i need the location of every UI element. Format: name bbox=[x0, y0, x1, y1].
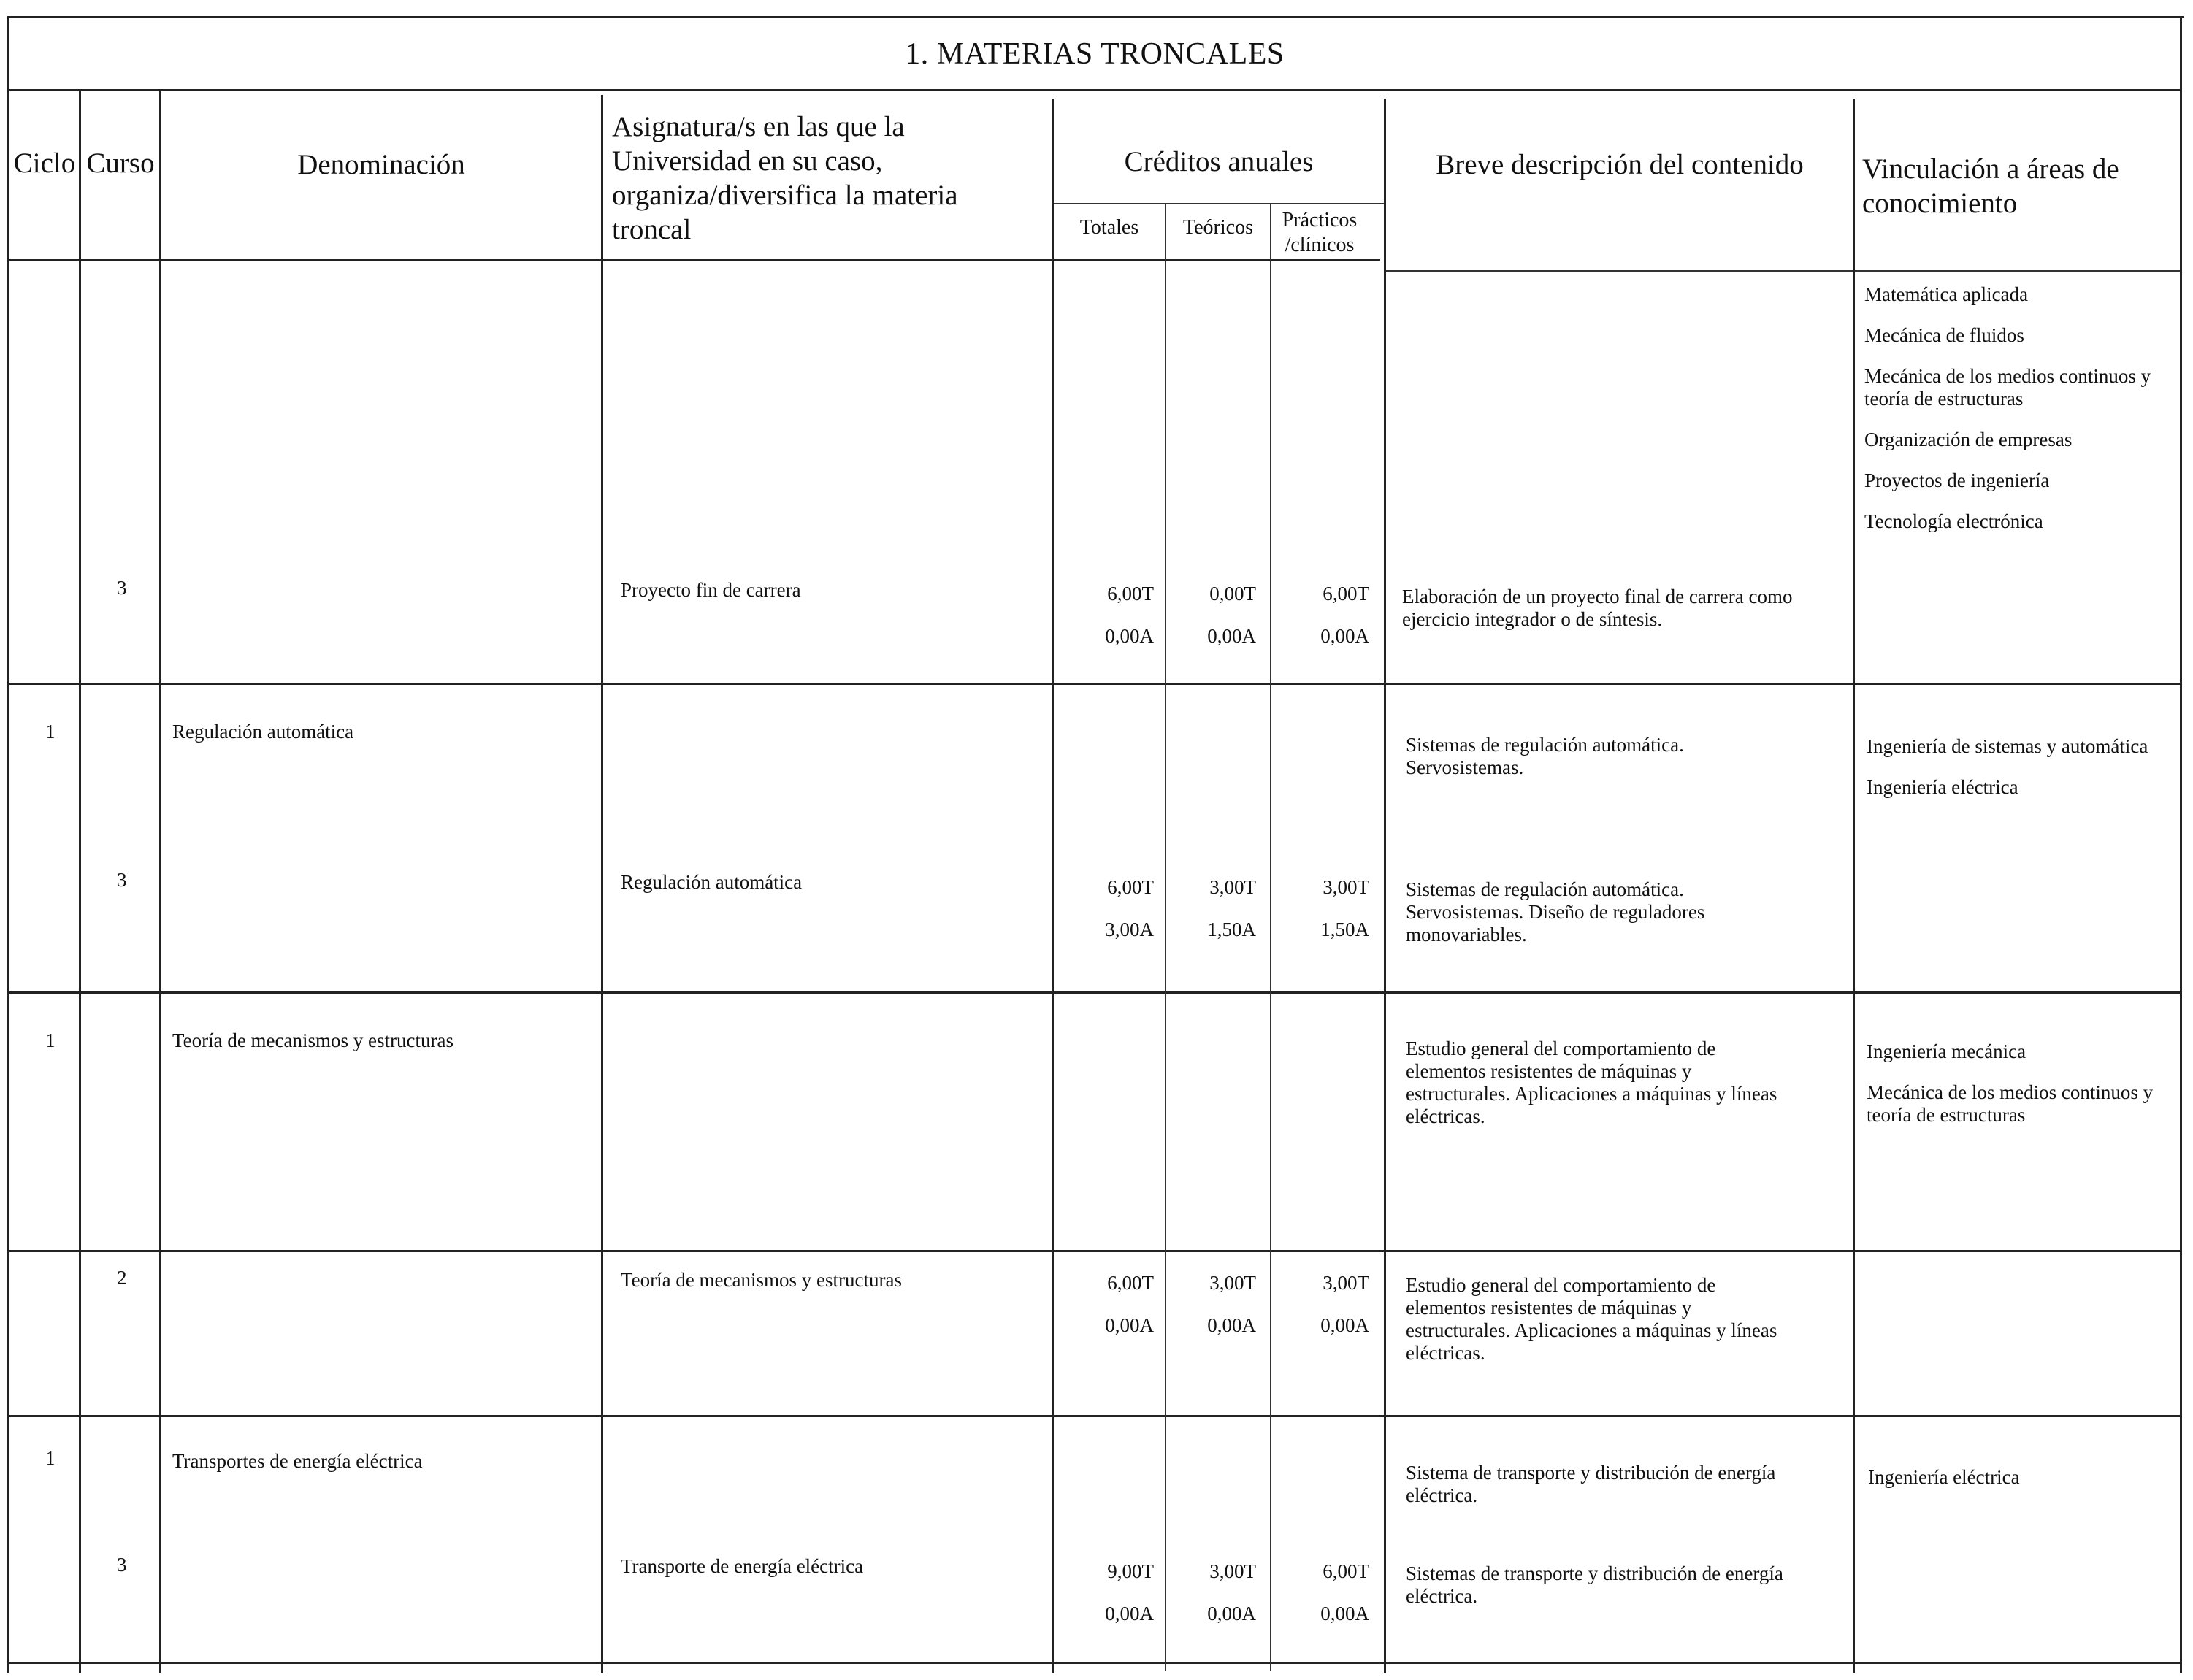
header-ciclo: Ciclo bbox=[13, 147, 76, 179]
credit-value: 6,00T bbox=[1323, 583, 1369, 605]
totales-values bbox=[1088, 1560, 1154, 1645]
header-teoricos: Teóricos bbox=[1182, 216, 1253, 239]
page-title: 1. MATERIAS TRONCALES bbox=[905, 37, 1285, 71]
header-descripcion: Breve descripción del contenido bbox=[1436, 149, 1804, 180]
teoricos-values bbox=[1190, 1560, 1256, 1645]
areas-list bbox=[1867, 1040, 2177, 1145]
credit-value: 3,00T bbox=[1209, 1560, 1256, 1582]
areas-list bbox=[1867, 735, 2159, 817]
asignatura-name: Transporte de energía eléctrica bbox=[621, 1555, 864, 1577]
curso-value: 3 bbox=[117, 577, 127, 599]
practicos-values bbox=[1304, 583, 1369, 667]
credit-value: 1,50A bbox=[1207, 918, 1256, 940]
header-practicos: Prácticos /clínicos bbox=[1282, 209, 1358, 256]
area-item: Ingeniería eléctrica bbox=[1868, 1466, 2020, 1488]
area-item: Mecánica de los medios continuos y teoría de estructuras bbox=[1867, 1081, 2154, 1126]
credit-value: 6,00T bbox=[1323, 1560, 1369, 1582]
descripcion-materia-text: Sistemas de regulación automática. Servosistemas. bbox=[1406, 734, 1684, 778]
credit-value: 3,00T bbox=[1209, 1272, 1256, 1294]
credit-value: 3,00T bbox=[1323, 876, 1369, 898]
credit-value: 0,00A bbox=[1207, 1314, 1256, 1336]
header-curso: Curso bbox=[86, 147, 155, 179]
descripcion-text: Sistemas de transporte y distribución de energía eléctrica. bbox=[1406, 1562, 1783, 1607]
area-item: Ingeniería eléctrica bbox=[1867, 776, 2018, 798]
curso-value: 3 bbox=[117, 1554, 127, 1576]
areas-list bbox=[1864, 283, 2178, 551]
credit-value: 6,00T bbox=[1107, 583, 1154, 605]
credit-value: 6,00T bbox=[1107, 1272, 1154, 1294]
practicos-values bbox=[1304, 876, 1369, 961]
credit-value: 0,00T bbox=[1209, 583, 1256, 605]
descripcion-text: Estudio general del comportamiento de elementos resistentes de máquinas y estructurales. Aplicaciones a máquinas y líneas eléctricas. bbox=[1406, 1274, 1777, 1364]
teoricos-values bbox=[1190, 583, 1256, 667]
credit-value: 0,00A bbox=[1207, 625, 1256, 647]
area-item: Proyectos de ingeniería bbox=[1864, 469, 2050, 491]
descripcion-text: Elaboración de un proyecto final de carrera como ejercicio integrador o de síntesis. bbox=[1402, 586, 1793, 630]
header-vinculacion: Vinculación a áreas de conocimiento bbox=[1862, 153, 2119, 219]
credit-value: 0,00A bbox=[1105, 1314, 1154, 1336]
credit-value: 0,00A bbox=[1207, 1603, 1256, 1625]
credit-value: 0,00A bbox=[1105, 625, 1154, 647]
area-item: Tecnología electrónica bbox=[1864, 510, 2043, 532]
ciclo-value: 1 bbox=[45, 1029, 56, 1051]
ciclo-value: 1 bbox=[45, 721, 56, 743]
area-item: Ingeniería mecánica bbox=[1867, 1040, 2026, 1062]
credit-value: 0,00A bbox=[1320, 1314, 1369, 1336]
curso-value: 3 bbox=[117, 869, 127, 891]
credit-value: 9,00T bbox=[1107, 1560, 1154, 1582]
practicos-values bbox=[1304, 1560, 1369, 1645]
credit-value: 3,00T bbox=[1209, 876, 1256, 898]
denominacion-text: Transportes de energía eléctrica bbox=[172, 1450, 423, 1472]
ciclo-value: 1 bbox=[45, 1447, 56, 1469]
totales-values bbox=[1088, 876, 1154, 961]
area-item: Organización de empresas bbox=[1864, 429, 2073, 450]
credit-value: 6,00T bbox=[1107, 876, 1154, 898]
header-totales: Totales bbox=[1079, 216, 1139, 239]
teoricos-values bbox=[1190, 876, 1256, 961]
header-creditos: Créditos anuales bbox=[1124, 146, 1314, 177]
area-item: Mecánica de fluidos bbox=[1864, 324, 2024, 346]
area-item: Matemática aplicada bbox=[1864, 283, 2029, 305]
asignatura-name: Regulación automática bbox=[621, 871, 803, 893]
credit-value: 1,50A bbox=[1320, 918, 1369, 940]
area-item: Ingeniería de sistemas y automática bbox=[1867, 735, 2148, 757]
credit-value: 0,00A bbox=[1320, 625, 1369, 647]
asignatura-name: Teoría de mecanismos y estructuras bbox=[621, 1269, 902, 1291]
asignatura-name: Proyecto fin de carrera bbox=[621, 579, 801, 601]
credit-value: 3,00A bbox=[1105, 918, 1154, 940]
header-asignatura: Asignatura/s en las que la Universidad en su caso, organiza/diversifica la materia troncal bbox=[612, 111, 958, 245]
credit-value: 3,00T bbox=[1323, 1272, 1369, 1294]
descripcion-text: Sistemas de regulación automática. Servosistemas. Diseño de reguladores monovariables. bbox=[1406, 878, 1705, 946]
credit-value: 0,00A bbox=[1105, 1603, 1154, 1625]
teoricos-values bbox=[1190, 1272, 1256, 1357]
credit-value: 0,00A bbox=[1320, 1603, 1369, 1625]
area-item: Mecánica de los medios continuos y teoría de estructuras bbox=[1864, 365, 2151, 410]
practicos-values bbox=[1304, 1272, 1369, 1357]
header-denominacion: Denominación bbox=[297, 149, 465, 180]
denominacion-text: Regulación automática bbox=[172, 721, 354, 743]
denominacion-text: Teoría de mecanismos y estructuras bbox=[172, 1029, 453, 1051]
totales-values bbox=[1088, 583, 1154, 667]
descripcion-materia-text: Sistema de transporte y distribución de energía eléctrica. bbox=[1406, 1462, 1776, 1506]
descripcion-text: Estudio general del comportamiento de elementos resistentes de máquinas y estructurales. Aplicaciones a máquinas y líneas eléctricas. bbox=[1406, 1037, 1777, 1127]
totales-values bbox=[1088, 1272, 1154, 1357]
curso-value: 2 bbox=[117, 1267, 127, 1289]
